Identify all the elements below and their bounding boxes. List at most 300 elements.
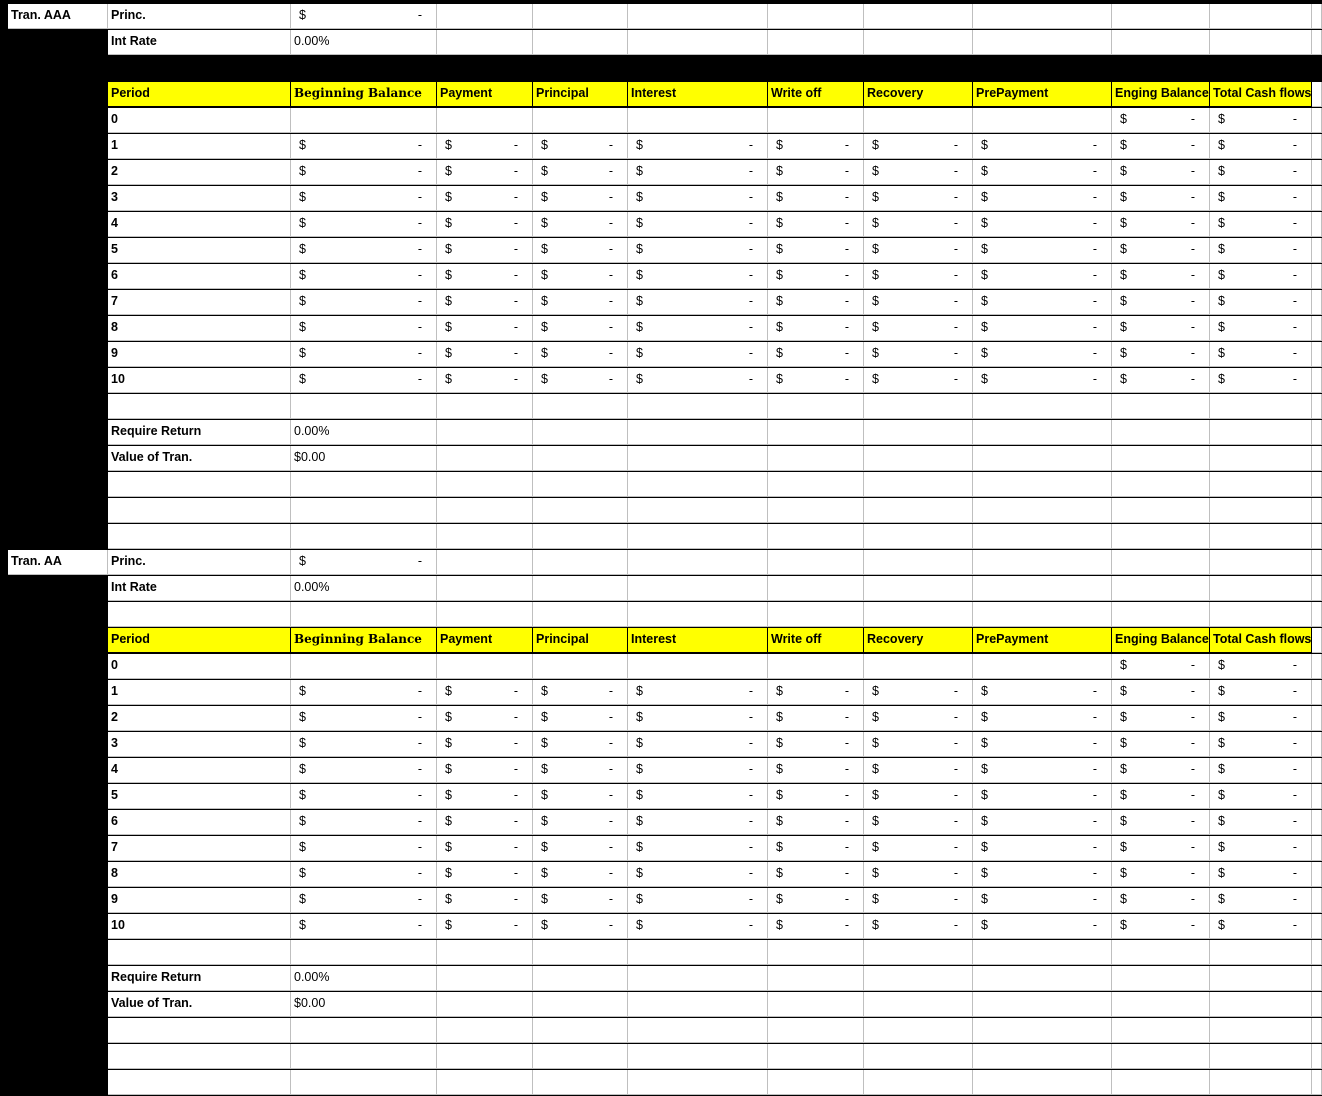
beginning-balance-value[interactable] bbox=[291, 290, 437, 315]
ending-balance-value[interactable] bbox=[1112, 264, 1210, 289]
ending-balance-value[interactable] bbox=[1112, 186, 1210, 211]
empty-cell[interactable] bbox=[864, 420, 973, 445]
recovery-value[interactable] bbox=[864, 368, 973, 393]
header-interest[interactable]: Interest bbox=[628, 628, 768, 653]
empty-cell[interactable] bbox=[1312, 732, 1322, 757]
empty-cell[interactable] bbox=[437, 576, 533, 601]
payment-value[interactable] bbox=[437, 680, 533, 705]
princ-value[interactable] bbox=[291, 4, 437, 29]
empty-cell[interactable] bbox=[291, 1018, 437, 1043]
payment-value[interactable] bbox=[437, 290, 533, 315]
payment-value[interactable] bbox=[437, 810, 533, 835]
empty-cell[interactable] bbox=[1210, 498, 1312, 523]
header-prepayment[interactable]: PrePayment bbox=[973, 82, 1112, 107]
interest-value[interactable] bbox=[628, 862, 768, 887]
empty-cell[interactable] bbox=[1112, 992, 1210, 1017]
empty-cell[interactable] bbox=[864, 30, 973, 55]
principal-value[interactable] bbox=[533, 264, 628, 289]
ending-balance-value[interactable] bbox=[1112, 836, 1210, 861]
header-principal[interactable]: Principal bbox=[533, 628, 628, 653]
empty-cell[interactable] bbox=[1312, 810, 1322, 835]
header-prepayment[interactable]: PrePayment bbox=[973, 628, 1112, 653]
recovery-value[interactable] bbox=[864, 862, 973, 887]
empty-cell[interactable] bbox=[1210, 576, 1312, 601]
int-rate-value[interactable]: 0.00% bbox=[291, 576, 437, 601]
empty-cell[interactable] bbox=[1312, 862, 1322, 887]
recovery-value[interactable] bbox=[864, 160, 973, 185]
empty-cell[interactable] bbox=[1112, 30, 1210, 55]
empty-cell[interactable] bbox=[1312, 212, 1322, 237]
empty-cell[interactable] bbox=[291, 108, 437, 133]
empty-cell[interactable] bbox=[864, 602, 973, 627]
empty-cell[interactable] bbox=[533, 940, 628, 965]
write-off-value[interactable] bbox=[768, 186, 864, 211]
beginning-balance-value[interactable] bbox=[291, 706, 437, 731]
total-cash-flows-value[interactable] bbox=[1210, 758, 1312, 783]
total-cash-flows-value[interactable] bbox=[1210, 342, 1312, 367]
total-cash-flows-value[interactable] bbox=[1210, 368, 1312, 393]
ending-balance-value[interactable] bbox=[1112, 342, 1210, 367]
header-payment[interactable]: Payment bbox=[437, 628, 533, 653]
empty-cell[interactable] bbox=[973, 1044, 1112, 1069]
interest-value[interactable] bbox=[628, 784, 768, 809]
period-number[interactable]: 6 bbox=[108, 264, 291, 289]
value-of-tranche-value[interactable]: $0.00 bbox=[291, 992, 437, 1017]
empty-cell[interactable] bbox=[437, 602, 533, 627]
value-of-tranche-label[interactable]: Value of Tran. bbox=[108, 992, 291, 1017]
ending-balance-value[interactable] bbox=[1112, 160, 1210, 185]
prepayment-value[interactable] bbox=[973, 238, 1112, 263]
principal-value[interactable] bbox=[533, 134, 628, 159]
prepayment-value[interactable] bbox=[973, 758, 1112, 783]
principal-value[interactable] bbox=[533, 186, 628, 211]
recovery-value[interactable] bbox=[864, 264, 973, 289]
empty-cell[interactable] bbox=[628, 576, 768, 601]
write-off-value[interactable] bbox=[768, 238, 864, 263]
empty-cell[interactable] bbox=[1210, 940, 1312, 965]
empty-cell[interactable] bbox=[1112, 1070, 1210, 1095]
beginning-balance-value[interactable] bbox=[291, 836, 437, 861]
beginning-balance-value[interactable] bbox=[291, 238, 437, 263]
write-off-value[interactable] bbox=[768, 316, 864, 341]
empty-cell[interactable] bbox=[437, 30, 533, 55]
empty-cell[interactable] bbox=[291, 602, 437, 627]
empty-cell[interactable] bbox=[533, 108, 628, 133]
empty-cell[interactable] bbox=[108, 1044, 291, 1069]
empty-cell[interactable] bbox=[628, 602, 768, 627]
empty-cell[interactable] bbox=[864, 472, 973, 497]
empty-cell[interactable] bbox=[1112, 524, 1210, 549]
empty-cell[interactable] bbox=[1312, 888, 1322, 913]
total-cash-flows-value[interactable] bbox=[1210, 108, 1312, 133]
empty-cell[interactable] bbox=[1210, 550, 1312, 575]
period-number[interactable]: 8 bbox=[108, 862, 291, 887]
prepayment-value[interactable] bbox=[973, 680, 1112, 705]
empty-cell[interactable] bbox=[768, 394, 864, 419]
interest-value[interactable] bbox=[628, 368, 768, 393]
write-off-value[interactable] bbox=[768, 134, 864, 159]
empty-cell[interactable] bbox=[864, 940, 973, 965]
principal-value[interactable] bbox=[533, 368, 628, 393]
empty-cell[interactable] bbox=[1210, 1044, 1312, 1069]
empty-cell[interactable] bbox=[533, 1044, 628, 1069]
beginning-balance-value[interactable] bbox=[291, 264, 437, 289]
payment-value[interactable] bbox=[437, 238, 533, 263]
empty-cell[interactable] bbox=[768, 472, 864, 497]
total-cash-flows-value[interactable] bbox=[1210, 888, 1312, 913]
prepayment-value[interactable] bbox=[973, 342, 1112, 367]
empty-cell[interactable] bbox=[628, 654, 768, 679]
empty-cell[interactable] bbox=[973, 498, 1112, 523]
empty-cell[interactable] bbox=[628, 30, 768, 55]
empty-cell[interactable] bbox=[1112, 498, 1210, 523]
empty-cell[interactable] bbox=[437, 550, 533, 575]
empty-cell[interactable] bbox=[1312, 524, 1322, 549]
empty-cell[interactable] bbox=[1112, 966, 1210, 991]
empty-cell[interactable] bbox=[533, 498, 628, 523]
ending-balance-value[interactable] bbox=[1112, 654, 1210, 679]
principal-value[interactable] bbox=[533, 732, 628, 757]
interest-value[interactable] bbox=[628, 134, 768, 159]
empty-cell[interactable] bbox=[1312, 836, 1322, 861]
total-cash-flows-value[interactable] bbox=[1210, 316, 1312, 341]
empty-cell[interactable] bbox=[864, 576, 973, 601]
empty-cell[interactable] bbox=[1210, 446, 1312, 471]
ending-balance-value[interactable] bbox=[1112, 108, 1210, 133]
interest-value[interactable] bbox=[628, 706, 768, 731]
require-return-label[interactable]: Require Return bbox=[108, 420, 291, 445]
empty-cell[interactable] bbox=[1312, 82, 1322, 107]
write-off-value[interactable] bbox=[768, 862, 864, 887]
empty-cell[interactable] bbox=[437, 1018, 533, 1043]
payment-value[interactable] bbox=[437, 316, 533, 341]
empty-cell[interactable] bbox=[1312, 992, 1322, 1017]
empty-cell[interactable] bbox=[768, 498, 864, 523]
empty-cell[interactable] bbox=[1312, 1044, 1322, 1069]
empty-cell[interactable] bbox=[864, 446, 973, 471]
empty-cell[interactable] bbox=[864, 550, 973, 575]
beginning-balance-value[interactable] bbox=[291, 888, 437, 913]
empty-cell[interactable] bbox=[1312, 238, 1322, 263]
value-of-tranche-label[interactable]: Value of Tran. bbox=[108, 446, 291, 471]
total-cash-flows-value[interactable] bbox=[1210, 264, 1312, 289]
tranche-name[interactable]: Tran. AA bbox=[8, 550, 108, 575]
period-number[interactable]: 10 bbox=[108, 368, 291, 393]
principal-value[interactable] bbox=[533, 836, 628, 861]
ending-balance-value[interactable] bbox=[1112, 290, 1210, 315]
empty-cell[interactable] bbox=[1312, 420, 1322, 445]
prepayment-value[interactable] bbox=[973, 290, 1112, 315]
interest-value[interactable] bbox=[628, 238, 768, 263]
prepayment-value[interactable] bbox=[973, 186, 1112, 211]
empty-cell[interactable] bbox=[768, 1044, 864, 1069]
total-cash-flows-value[interactable] bbox=[1210, 862, 1312, 887]
write-off-value[interactable] bbox=[768, 758, 864, 783]
principal-value[interactable] bbox=[533, 758, 628, 783]
beginning-balance-value[interactable] bbox=[291, 784, 437, 809]
empty-cell[interactable] bbox=[1312, 108, 1322, 133]
total-cash-flows-value[interactable] bbox=[1210, 680, 1312, 705]
empty-cell[interactable] bbox=[1312, 758, 1322, 783]
period-number[interactable]: 2 bbox=[108, 706, 291, 731]
total-cash-flows-value[interactable] bbox=[1210, 212, 1312, 237]
empty-cell[interactable] bbox=[1210, 1018, 1312, 1043]
ending-balance-value[interactable] bbox=[1112, 888, 1210, 913]
empty-cell[interactable] bbox=[1112, 576, 1210, 601]
period-number[interactable]: 5 bbox=[108, 784, 291, 809]
principal-value[interactable] bbox=[533, 342, 628, 367]
empty-cell[interactable] bbox=[533, 524, 628, 549]
empty-cell[interactable] bbox=[1312, 394, 1322, 419]
beginning-balance-value[interactable] bbox=[291, 810, 437, 835]
recovery-value[interactable] bbox=[864, 238, 973, 263]
empty-cell[interactable] bbox=[768, 4, 864, 29]
period-number[interactable]: 5 bbox=[108, 238, 291, 263]
empty-cell[interactable] bbox=[973, 108, 1112, 133]
empty-cell[interactable] bbox=[768, 602, 864, 627]
empty-cell[interactable] bbox=[1312, 628, 1322, 653]
empty-cell[interactable] bbox=[533, 420, 628, 445]
empty-cell[interactable] bbox=[1112, 1044, 1210, 1069]
ending-balance-value[interactable] bbox=[1112, 316, 1210, 341]
beginning-balance-value[interactable] bbox=[291, 680, 437, 705]
principal-value[interactable] bbox=[533, 810, 628, 835]
empty-cell[interactable] bbox=[1312, 30, 1322, 55]
prepayment-value[interactable] bbox=[973, 264, 1112, 289]
header-principal[interactable]: Principal bbox=[533, 82, 628, 107]
header-period[interactable]: Period bbox=[108, 82, 291, 107]
empty-cell[interactable] bbox=[864, 108, 973, 133]
prepayment-value[interactable] bbox=[973, 316, 1112, 341]
empty-cell[interactable] bbox=[437, 446, 533, 471]
empty-cell[interactable] bbox=[973, 30, 1112, 55]
empty-cell[interactable] bbox=[628, 1044, 768, 1069]
empty-cell[interactable] bbox=[1312, 498, 1322, 523]
empty-cell[interactable] bbox=[1210, 30, 1312, 55]
empty-cell[interactable] bbox=[864, 4, 973, 29]
empty-cell[interactable] bbox=[1312, 4, 1322, 29]
empty-cell[interactable] bbox=[1210, 4, 1312, 29]
empty-cell[interactable] bbox=[437, 4, 533, 29]
empty-cell[interactable] bbox=[864, 966, 973, 991]
ending-balance-value[interactable] bbox=[1112, 680, 1210, 705]
empty-cell[interactable] bbox=[864, 1018, 973, 1043]
empty-cell[interactable] bbox=[437, 992, 533, 1017]
write-off-value[interactable] bbox=[768, 680, 864, 705]
empty-cell[interactable] bbox=[973, 550, 1112, 575]
principal-value[interactable] bbox=[533, 160, 628, 185]
period-number[interactable]: 3 bbox=[108, 186, 291, 211]
write-off-value[interactable] bbox=[768, 342, 864, 367]
ending-balance-value[interactable] bbox=[1112, 706, 1210, 731]
empty-cell[interactable] bbox=[1312, 160, 1322, 185]
recovery-value[interactable] bbox=[864, 810, 973, 835]
empty-cell[interactable] bbox=[768, 446, 864, 471]
empty-cell[interactable] bbox=[768, 940, 864, 965]
empty-cell[interactable] bbox=[768, 524, 864, 549]
empty-cell[interactable] bbox=[1312, 368, 1322, 393]
empty-cell[interactable] bbox=[1312, 134, 1322, 159]
recovery-value[interactable] bbox=[864, 888, 973, 913]
empty-cell[interactable] bbox=[628, 498, 768, 523]
empty-cell[interactable] bbox=[1312, 1018, 1322, 1043]
empty-cell[interactable] bbox=[437, 108, 533, 133]
empty-cell[interactable] bbox=[628, 550, 768, 575]
empty-cell[interactable] bbox=[768, 654, 864, 679]
beginning-balance-value[interactable] bbox=[291, 732, 437, 757]
empty-cell[interactable] bbox=[973, 472, 1112, 497]
empty-cell[interactable] bbox=[1210, 420, 1312, 445]
total-cash-flows-value[interactable] bbox=[1210, 706, 1312, 731]
tranche-name[interactable]: Tran. AAA bbox=[8, 4, 108, 29]
empty-cell[interactable] bbox=[1210, 1070, 1312, 1095]
ending-balance-value[interactable] bbox=[1112, 862, 1210, 887]
require-return-value[interactable]: 0.00% bbox=[291, 420, 437, 445]
principal-value[interactable] bbox=[533, 784, 628, 809]
require-return-label[interactable]: Require Return bbox=[108, 966, 291, 991]
empty-cell[interactable] bbox=[768, 108, 864, 133]
empty-cell[interactable] bbox=[1312, 472, 1322, 497]
empty-cell[interactable] bbox=[437, 940, 533, 965]
empty-cell[interactable] bbox=[437, 394, 533, 419]
ending-balance-value[interactable] bbox=[1112, 134, 1210, 159]
empty-cell[interactable] bbox=[1312, 680, 1322, 705]
empty-cell[interactable] bbox=[533, 654, 628, 679]
principal-value[interactable] bbox=[533, 888, 628, 913]
principal-value[interactable] bbox=[533, 914, 628, 939]
princ-label[interactable]: Princ. bbox=[108, 550, 291, 575]
prepayment-value[interactable] bbox=[973, 368, 1112, 393]
prepayment-value[interactable] bbox=[973, 888, 1112, 913]
payment-value[interactable] bbox=[437, 732, 533, 757]
recovery-value[interactable] bbox=[864, 836, 973, 861]
empty-cell[interactable] bbox=[1112, 1018, 1210, 1043]
prepayment-value[interactable] bbox=[973, 160, 1112, 185]
empty-cell[interactable] bbox=[1112, 940, 1210, 965]
empty-cell[interactable] bbox=[1112, 420, 1210, 445]
header-write-off[interactable]: Write off bbox=[768, 82, 864, 107]
beginning-balance-value[interactable] bbox=[291, 914, 437, 939]
empty-cell[interactable] bbox=[864, 654, 973, 679]
interest-value[interactable] bbox=[628, 342, 768, 367]
empty-cell[interactable] bbox=[108, 940, 291, 965]
empty-cell[interactable] bbox=[1312, 966, 1322, 991]
header-total-cash-flows[interactable]: Total Cash flows bbox=[1210, 628, 1312, 653]
period-number[interactable]: 8 bbox=[108, 316, 291, 341]
empty-cell[interactable] bbox=[1312, 914, 1322, 939]
ending-balance-value[interactable] bbox=[1112, 784, 1210, 809]
payment-value[interactable] bbox=[437, 160, 533, 185]
beginning-balance-value[interactable] bbox=[291, 368, 437, 393]
recovery-value[interactable] bbox=[864, 212, 973, 237]
beginning-balance-value[interactable] bbox=[291, 186, 437, 211]
empty-cell[interactable] bbox=[973, 576, 1112, 601]
empty-cell[interactable] bbox=[1112, 394, 1210, 419]
recovery-value[interactable] bbox=[864, 758, 973, 783]
ending-balance-value[interactable] bbox=[1112, 212, 1210, 237]
empty-cell[interactable] bbox=[1312, 706, 1322, 731]
empty-cell[interactable] bbox=[437, 472, 533, 497]
empty-cell[interactable] bbox=[1210, 394, 1312, 419]
total-cash-flows-value[interactable] bbox=[1210, 290, 1312, 315]
empty-cell[interactable] bbox=[533, 576, 628, 601]
empty-cell[interactable] bbox=[437, 966, 533, 991]
empty-cell[interactable] bbox=[1112, 602, 1210, 627]
interest-value[interactable] bbox=[628, 160, 768, 185]
empty-cell[interactable] bbox=[533, 30, 628, 55]
empty-cell[interactable] bbox=[533, 1070, 628, 1095]
empty-cell[interactable] bbox=[628, 940, 768, 965]
payment-value[interactable] bbox=[437, 706, 533, 731]
empty-cell[interactable] bbox=[1312, 290, 1322, 315]
payment-value[interactable] bbox=[437, 368, 533, 393]
empty-cell[interactable] bbox=[1312, 576, 1322, 601]
payment-value[interactable] bbox=[437, 134, 533, 159]
ending-balance-value[interactable] bbox=[1112, 732, 1210, 757]
empty-cell[interactable] bbox=[1312, 264, 1322, 289]
interest-value[interactable] bbox=[628, 186, 768, 211]
payment-value[interactable] bbox=[437, 758, 533, 783]
empty-cell[interactable] bbox=[864, 394, 973, 419]
empty-cell[interactable] bbox=[437, 524, 533, 549]
empty-cell[interactable] bbox=[291, 940, 437, 965]
empty-cell[interactable] bbox=[1112, 446, 1210, 471]
empty-cell[interactable] bbox=[768, 550, 864, 575]
write-off-value[interactable] bbox=[768, 264, 864, 289]
total-cash-flows-value[interactable] bbox=[1210, 238, 1312, 263]
empty-cell[interactable] bbox=[768, 1070, 864, 1095]
empty-cell[interactable] bbox=[973, 4, 1112, 29]
empty-cell[interactable] bbox=[291, 654, 437, 679]
empty-cell[interactable] bbox=[628, 472, 768, 497]
recovery-value[interactable] bbox=[864, 784, 973, 809]
empty-cell[interactable] bbox=[973, 992, 1112, 1017]
prepayment-value[interactable] bbox=[973, 784, 1112, 809]
period-number[interactable]: 1 bbox=[108, 680, 291, 705]
recovery-value[interactable] bbox=[864, 914, 973, 939]
int-rate-label[interactable]: Int Rate bbox=[108, 576, 291, 601]
empty-cell[interactable] bbox=[437, 1044, 533, 1069]
recovery-value[interactable] bbox=[864, 186, 973, 211]
empty-cell[interactable] bbox=[973, 524, 1112, 549]
period-number[interactable]: 10 bbox=[108, 914, 291, 939]
write-off-value[interactable] bbox=[768, 368, 864, 393]
write-off-value[interactable] bbox=[768, 160, 864, 185]
total-cash-flows-value[interactable] bbox=[1210, 810, 1312, 835]
total-cash-flows-value[interactable] bbox=[1210, 654, 1312, 679]
empty-cell[interactable] bbox=[1312, 654, 1322, 679]
period-number[interactable]: 0 bbox=[108, 654, 291, 679]
total-cash-flows-value[interactable] bbox=[1210, 836, 1312, 861]
write-off-value[interactable] bbox=[768, 290, 864, 315]
prepayment-value[interactable] bbox=[973, 914, 1112, 939]
interest-value[interactable] bbox=[628, 290, 768, 315]
empty-cell[interactable] bbox=[437, 654, 533, 679]
ending-balance-value[interactable] bbox=[1112, 368, 1210, 393]
empty-cell[interactable] bbox=[291, 472, 437, 497]
empty-cell[interactable] bbox=[1210, 602, 1312, 627]
empty-cell[interactable] bbox=[1312, 446, 1322, 471]
principal-value[interactable] bbox=[533, 238, 628, 263]
empty-cell[interactable] bbox=[864, 524, 973, 549]
total-cash-flows-value[interactable] bbox=[1210, 160, 1312, 185]
empty-cell[interactable] bbox=[768, 992, 864, 1017]
empty-cell[interactable] bbox=[108, 472, 291, 497]
write-off-value[interactable] bbox=[768, 810, 864, 835]
empty-cell[interactable] bbox=[864, 498, 973, 523]
recovery-value[interactable] bbox=[864, 316, 973, 341]
princ-value[interactable] bbox=[291, 550, 437, 575]
